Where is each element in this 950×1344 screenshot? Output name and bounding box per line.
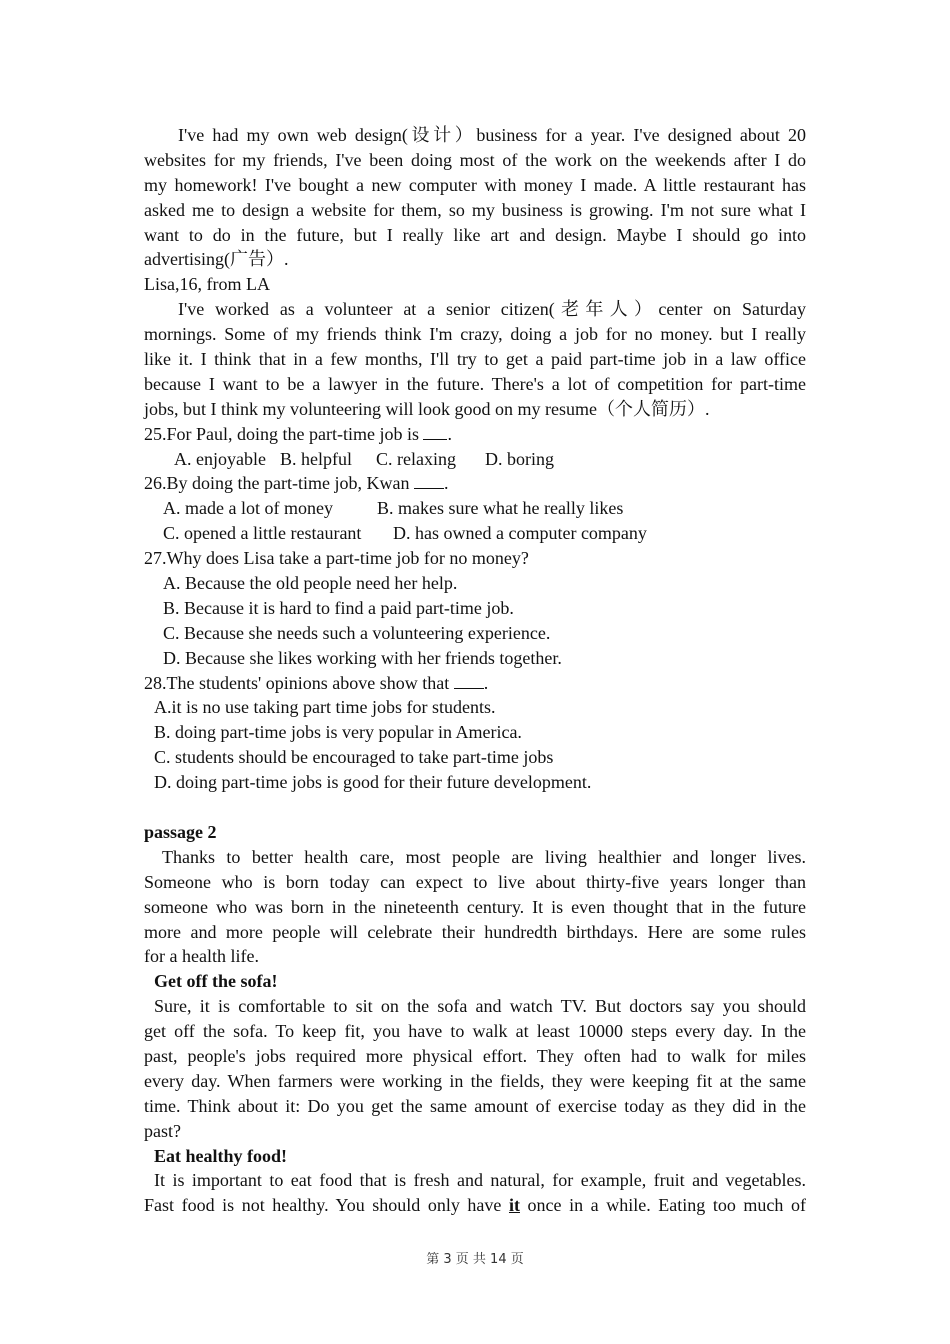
paragraph-line: for a health life. [144, 946, 259, 967]
paragraph-line: my homework! I've bought a new computer with money I made. A little restaurant has [144, 174, 806, 195]
paragraph-line: advertising(广告）. [144, 249, 289, 270]
paragraph-line: asked me to design a website for them, so my business is growing. I'm not sure what I [144, 199, 806, 220]
option-a: A. enjoyable [174, 448, 266, 469]
option-c: C. Because she needs such a volunteering experience. [163, 622, 551, 643]
paragraph-line: I've worked as a volunteer at a senior citizen(老年人）center on Saturday [178, 299, 806, 320]
paragraph-line: Fast food is not healthy. You should only have it once in a while. Eating too much of [144, 1195, 806, 1216]
paragraph-line: mornings. Some of my friends think I'm crazy, doing a job for no money. but I really [144, 324, 806, 345]
answer-blank [414, 472, 444, 489]
question-28-stem: 28.The students' opinions above show that . [144, 672, 489, 693]
question-25-stem: 25.For Paul, doing the part-time job is . [144, 423, 452, 444]
question-26-stem: 26.By doing the part-time job, Kwan . [144, 473, 449, 494]
spacer [144, 795, 806, 820]
paragraph-line: websites for my friends, I've been doing most of the work on the weekends after I do [144, 149, 806, 170]
underlined-word: it [508, 1195, 520, 1216]
paragraph-line: time. Think about it: Do you get the same amount of exercise today as they did in the [144, 1095, 806, 1116]
option-d: D. Because she likes working with her friends together. [163, 647, 562, 668]
option-d: D. boring [484, 448, 554, 469]
paragraph-line: like it. I think that in a few months, I'll try to get a paid part-time job in a law office [144, 349, 806, 370]
paragraph-line: I've had my own web design(设计）business for a year. I've designed about 20 [178, 125, 806, 145]
option-b: B. makes sure what he really likes [377, 498, 624, 519]
lisa-byline: Lisa,16, from LA [144, 274, 270, 295]
passage-2-title: passage 2 [144, 821, 217, 842]
option-b: B. doing part-time jobs is very popular in America. [154, 722, 522, 743]
paragraph-line: someone who was born in the nineteenth century. It is even thought that in the future [144, 896, 806, 917]
question-27-stem: 27.Why does Lisa take a part-time job for no money? [144, 548, 529, 569]
paragraph-line: every day. When farmers were working in the fields, they were keeping fit at the same [144, 1070, 806, 1091]
paragraph-line: Sure, it is comfortable to sit on the sofa and watch TV. But doctors say you should [154, 996, 806, 1017]
paragraph-line: get off the sofa. To keep fit, you have to walk at least 10000 steps every day. In the [144, 1021, 806, 1042]
option-b: B. Because it is hard to find a paid part-time job. [163, 597, 514, 618]
paragraph-line: because I want to be a lawyer in the future. There's a lot of competition for part-time [144, 373, 806, 394]
paragraph-line: Thanks to better health care, most people are living healthier and longer lives. [162, 846, 806, 867]
paragraph-line: want to do in the future, but I really like art and design. Maybe I should go into [144, 224, 806, 245]
paragraph-line: jobs, but I think my volunteering will look good on my resume（个人简历）. [144, 398, 710, 419]
question-26-options-row1 [144, 496, 806, 521]
option-a: A. made a lot of money [163, 498, 333, 519]
page-content [144, 123, 806, 1218]
option-a: A. Because the old people need her help. [163, 573, 458, 594]
paragraph-line: past? [144, 1120, 181, 1141]
answer-blank [454, 672, 484, 689]
option-a: A.it is no use taking part time jobs for students. [154, 697, 496, 718]
section-heading-sofa: Get off the sofa! [154, 971, 278, 992]
option-c: C. opened a little restaurant [163, 523, 362, 544]
option-c: C. relaxing [375, 448, 456, 469]
option-c: C. students should be encouraged to take part-time jobs [154, 747, 554, 768]
option-d: D. doing part-time jobs is good for their future development. [154, 772, 592, 793]
option-d: D. has owned a computer company [393, 523, 647, 544]
page-footer: 第 3 页 共 14 页 [426, 1252, 524, 1267]
option-b: B. helpful [279, 448, 352, 469]
paragraph-line: Someone who is born today can expect to live about thirty-five years longer than [144, 871, 806, 892]
paragraph-line: past, people's jobs required more physical effort. They often had to walk for miles [144, 1045, 806, 1066]
question-25-options [144, 447, 806, 472]
paragraph-line: It is important to eat food that is fresh and natural, for example, fruit and vegetables. [154, 1170, 806, 1191]
question-26-options-row2 [144, 521, 806, 546]
answer-blank [423, 423, 447, 440]
section-heading-food: Eat healthy food! [154, 1145, 288, 1166]
paragraph-line: more and more people will celebrate their hundredth birthdays. Here are some rules [144, 921, 806, 942]
